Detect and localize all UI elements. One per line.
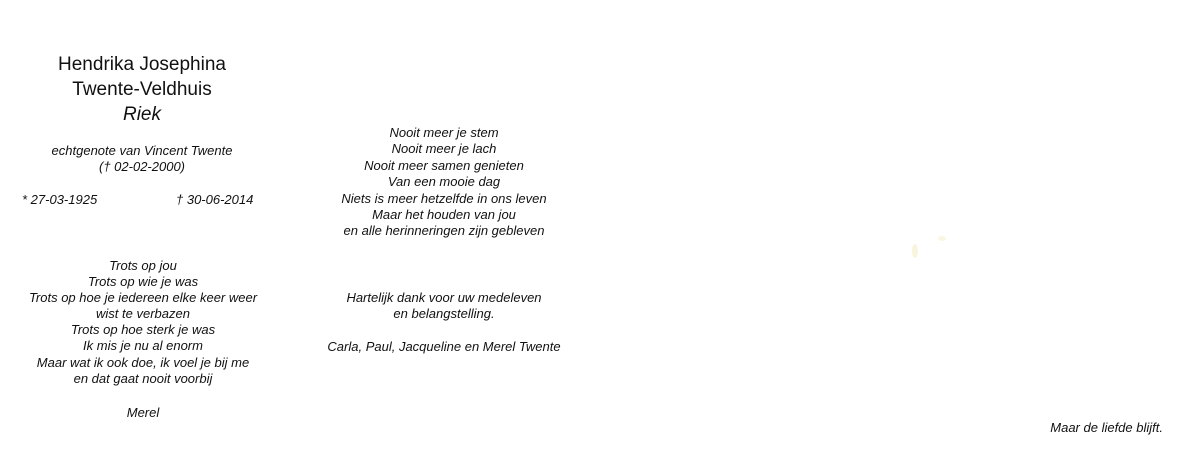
deceased-surname: Twente-Veldhuis [72,79,212,100]
poem-left-line: en dat gaat nooit voorbij [73,370,213,386]
poem-middle-line: Niets is meer hetzelfde in ons leven [341,190,547,206]
faint-speck [938,236,946,241]
poem-left-signature: Merel [126,405,160,420]
death-date: † 30-06-2014 [176,192,254,207]
faint-speck [912,244,918,258]
poem-left-line: Maar wat ik ook doe, ik voel je bij me [36,354,250,370]
spouse-line: echtgenote van Vincent Twente [51,143,233,158]
spouse-info [20,143,264,175]
deceased-nickname: Riek [122,104,161,125]
poem-left-line: wist te verbazen [96,306,190,322]
family-signature: Carla, Paul, Jacqueline en Merel Twente [327,339,561,354]
poem-middle-line: Nooit meer je stem [389,125,499,140]
thanks-line: en belangstelling. [393,306,495,321]
poem-left-line: Trots op hoe sterk je was [70,322,216,338]
thanks-message [308,290,580,322]
deceased-first-names: Hendrika Josephina [58,54,226,75]
spouse-death-date: († 02-02-2000) [99,159,185,174]
poem-left-line: Trots op jou [109,258,177,273]
closing-line: Maar de liefde blijft. [1050,420,1163,435]
poem-left-line: Trots op hoe je iedereen elke keer weer [28,290,258,306]
poem-middle-line: Van een mooie dag [387,174,501,190]
poem-middle-line: Maar het houden van jou [372,207,516,223]
deceased-name-block [20,52,264,127]
poem-left-line: Trots op wie je was [87,274,199,290]
poem-middle-line: Nooit meer samen genieten [364,157,524,173]
poem-left-line: Ik mis je nu al enorm [83,338,203,354]
poem-middle-line: en alle herinneringen zijn gebleven [343,223,545,239]
poem-middle [308,125,580,240]
poem-middle-line: Nooit meer je lach [391,141,497,157]
thanks-line: Hartelijk dank voor uw medeleven [346,290,542,305]
birth-date: * 27-03-1925 [22,192,98,207]
poem-left [10,258,276,387]
